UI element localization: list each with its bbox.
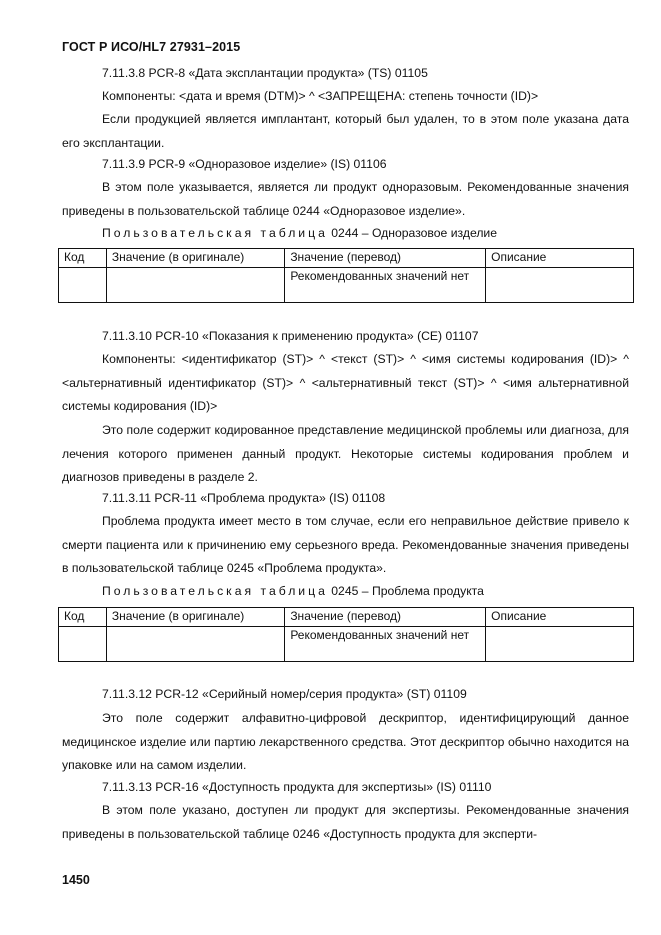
column-header-code: Код [59,608,107,627]
table-cell-translated-value: Рекомендованных значений нет [285,627,486,662]
table-caption-title: 0244 – Одноразовое изделие [331,226,498,240]
body-paragraph: Это поле содержит алфавитно-цифровой дескриптор, идентифицирующий данное медицинское изделие или партию лекарственного средства. Этот дескриптор обычно находится на упаковке или на самом изделии. [62,711,629,772]
table-cell-original-value [106,268,284,303]
user-table-0244 [58,248,634,303]
column-header-description: Описание [486,608,634,627]
table-cell-description [486,268,634,303]
table-caption-title: 0245 – Проблема продукта [331,584,484,598]
table-row [59,268,634,303]
body-paragraph: Это поле содержит кодированное представление медицинской проблемы или диагноза, для лечения которого применен данный продукт. Некоторые системы кодирования проблем и диагнозов приведены в разделе 2. [62,423,629,484]
table-caption-prefix: Пользовательская таблица [102,584,328,598]
table-header-row [59,249,634,268]
body-paragraph: В этом поле указано, доступен ли продукт для экспертизы. Рекомендованные значения приведены в пользовательской таблице 0246 «Доступность продукта для эксперти- [62,803,629,841]
section-heading-7-11-3-11: 7.11.3.11 PCR-11 «Проблема продукта» (IS) 01108 [102,491,386,505]
table-cell-translated-value: Рекомендованных значений нет [285,268,486,303]
table-header-row [59,608,634,627]
body-paragraph: В этом поле указывается, является ли продукт одноразовым. Рекомендованные значения приведены в пользовательской таблице 0244 «Одноразовое изделие». [62,180,629,218]
column-header-original-value: Значение (в оригинале) [106,249,284,268]
table-cell-description [486,627,634,662]
table-caption-prefix: Пользовательская таблица [102,226,328,240]
page-header: ГОСТ Р ИСО/HL7 27931–2015 [62,40,241,54]
page-number: 1450 [62,873,90,887]
table-row [59,627,634,662]
column-header-translated-value: Значение (перевод) [285,249,486,268]
body-paragraph: Проблема продукта имеет место в том случае, если его неправильное действие привело к смерти пациента или к причинению ему серьезного вреда. Рекомендованные значения приведены в пользовательской таблице 0245 «Проблема продукта». [62,514,629,575]
column-header-translated-value: Значение (перевод) [285,608,486,627]
section-heading-7-11-3-8: 7.11.3.8 PCR-8 «Дата эксплантации продукта» (TS) 01105 [102,66,428,80]
user-table-0245 [58,607,634,662]
section-heading-7-11-3-10: 7.11.3.10 PCR-10 «Показания к применению продукта» (CE) 01107 [102,329,479,343]
section-heading-7-11-3-13: 7.11.3.13 PCR-16 «Доступность продукта для экспертизы» (IS) 01110 [102,780,492,794]
components-paragraph: Компоненты: <идентификатор (ST)> ^ <текст (ST)> ^ <имя системы кодирования (ID)> ^ <альтернативный идентификатор (ST)> ^ <альтернативный текст (ST)> ^ <имя альтернативной системы кодирования (ID)> [62,352,629,413]
section-heading-7-11-3-9: 7.11.3.9 PCR-9 «Одноразовое изделие» (IS) 01106 [102,157,387,171]
table-caption-0244 [102,225,497,241]
column-header-description: Описание [486,249,634,268]
section-heading-7-11-3-12: 7.11.3.12 PCR-12 «Серийный номер/серия продукта» (ST) 01109 [102,687,467,701]
body-paragraph: Если продукцией является имплантант, который был удален, то в этом поле указана дата его эксплантации. [62,112,629,150]
table-cell-code [59,627,107,662]
table-cell-original-value [106,627,284,662]
column-header-code: Код [59,249,107,268]
table-cell-code [59,268,107,303]
table-caption-0245 [102,583,484,599]
components-paragraph: Компоненты: <дата и время (DTM)> ^ <ЗАПРЕЩЕНА: степень точности (ID)> [102,89,539,103]
column-header-original-value: Значение (в оригинале) [106,608,284,627]
